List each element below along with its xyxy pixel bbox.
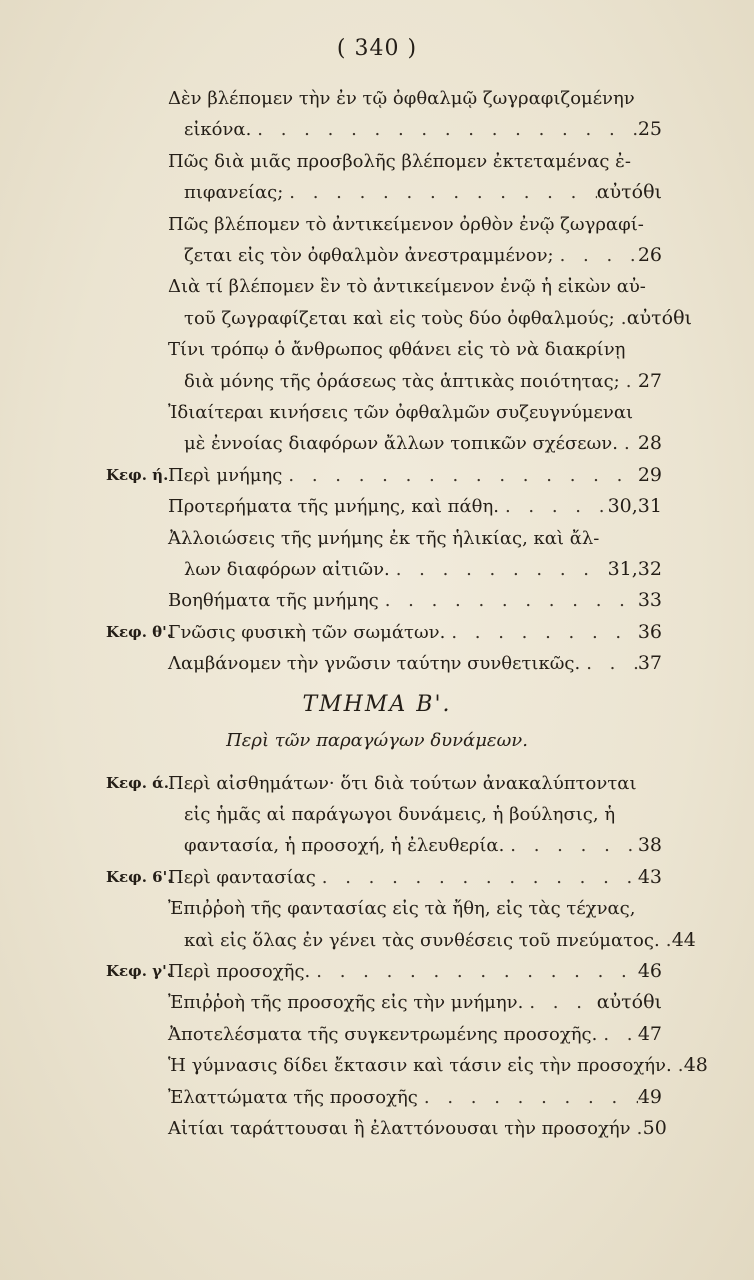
- toc-entry-line-last: [168, 491, 662, 522]
- toc-entry-text: Διὰ τί βλέπομεν ἓν τὸ ἀντικείμενον ἐνῷ ἡ εἰκὼν αὐ-: [168, 276, 646, 298]
- dot-leader: [390, 554, 608, 585]
- toc-entry-line-last: [168, 648, 662, 679]
- section-subtitle: Περὶ τῶν παραγώγων δυνάμεων.: [226, 729, 528, 751]
- toc-entry-line-last: [168, 1019, 662, 1050]
- chapter-label: Κεφ. γ'.: [106, 962, 172, 980]
- toc-page-number: 43: [637, 865, 662, 888]
- toc-entry-line-last: [184, 240, 662, 271]
- toc-entry-text: Λαμβάνομεν τὴν γνῶσιν ταύτην συνθετικῶς.: [168, 653, 581, 675]
- toc-entry-line: [184, 799, 662, 830]
- toc-entry-line-last: [184, 114, 662, 145]
- toc-entry-line-last: [184, 366, 662, 397]
- dot-leader: [620, 366, 638, 397]
- toc-entry-text: φαντασία, ἡ προσοχή, ἡ ἐλευθερία.: [184, 835, 505, 857]
- toc-entry-line-last: [184, 925, 696, 956]
- toc-page-number: 26: [637, 244, 662, 266]
- toc-page-number: 49: [637, 1085, 662, 1108]
- toc-entry-line-last: [168, 1113, 667, 1144]
- toc-page-number: 28: [637, 432, 662, 455]
- toc-entry-text: καὶ εἰς ὅλας ἐν γένει τὰς συνθέσεις τοῦ πνεύματος.: [184, 929, 660, 951]
- dot-leader: [283, 177, 596, 208]
- toc-entry-text: Ἰδιαίτεραι κινήσεις τῶν ὀφθαλμῶν συζευγνύμεναι: [168, 402, 634, 423]
- chapter-label: Κεφ. 6'.: [106, 867, 173, 886]
- dot-leader: [615, 303, 627, 334]
- toc-entry-line: [168, 893, 662, 924]
- page-number: ( 340 ): [336, 36, 418, 61]
- toc-entry-text: Ἀποτελέσματα τῆς συγκεντρωμένης προσοχῆς.: [168, 1023, 598, 1045]
- toc-page-number: 47: [637, 1022, 662, 1045]
- toc-entry-text: Περὶ αἰσθημάτων· ὅτι διὰ τούτων ἀνακαλύπτονται: [168, 772, 637, 794]
- toc-entry-text: Ἡ γύμνασις δίδει ἔκτασιν καὶ τάσιν εἰς τὴν προσοχήν.: [168, 1055, 672, 1077]
- section-title: ΤΜΗΜΑ Β'.: [302, 691, 452, 717]
- toc-entry-line-last: [168, 987, 662, 1018]
- chapter-label: Κεφ. θ'.: [106, 622, 172, 641]
- toc-page-number: 25: [637, 118, 662, 141]
- dot-leader: [445, 617, 637, 648]
- toc-entry-text: Τίνι τρόπῳ ὁ ἄνθρωπος φθάνει εἰς τὸ νὰ διακρίνῃ: [168, 339, 626, 361]
- dot-leader: [618, 428, 638, 459]
- toc-entry-line-last: [168, 617, 662, 648]
- toc-entry-line: [168, 83, 662, 114]
- toc-entry-line: [168, 146, 662, 177]
- toc-entry-line-last: [168, 1050, 708, 1081]
- toc-page-number: 31,32: [607, 558, 662, 580]
- toc-entry-line: [168, 397, 662, 428]
- dot-leader: [316, 862, 638, 893]
- toc-entry-text: λων διαφόρων αἰτιῶν.: [184, 559, 390, 580]
- toc-entry-text: Βοηθήματα τῆς μνήμης: [168, 590, 379, 612]
- toc-page-number: 27: [637, 369, 662, 392]
- toc-entry-text: Πῶς βλέπομεν τὸ ἀντικείμενον ὀρθὸν ἐνῷ ζωγραφί-: [168, 213, 644, 235]
- toc-entry-line: [168, 768, 662, 799]
- toc-page-number: 37: [637, 652, 662, 675]
- toc-entry-text: Ἐλαττώματα τῆς προσοχῆς: [168, 1086, 418, 1108]
- dot-leader: [580, 648, 638, 679]
- toc-entry-text: Προτερήματα τῆς μνήμης, καὶ πάθη.: [168, 496, 499, 518]
- dot-leader: [379, 585, 638, 616]
- toc-page-number: αὐτόθι: [626, 306, 692, 329]
- toc-entry-line: [168, 523, 662, 554]
- toc-page-number: αὐτόθι: [596, 181, 662, 204]
- toc-entry-line-last: [168, 460, 662, 491]
- toc-entry-text: εἰκόνα.: [184, 119, 252, 141]
- dot-leader: [597, 1019, 637, 1050]
- dot-leader: [523, 987, 596, 1018]
- toc-page-number: αὐτόθι: [596, 991, 662, 1014]
- toc-entry-text: Περὶ προσοχῆς.: [168, 961, 311, 982]
- toc-entry-text: Περὶ φαντασίας: [168, 866, 316, 888]
- toc-entry-text: Ἀλλοιώσεις τῆς μνήμης ἐκ τῆς ἡλικίας, καὶ ἄλ-: [168, 527, 600, 549]
- toc-entry-line-last: [168, 585, 662, 616]
- toc-entry-text: Αἰτίαι ταράττουσαι ἢ ἐλαττόνουσαι τὴν προσοχήν: [168, 1118, 631, 1139]
- toc-page-number: 30,31: [607, 495, 662, 518]
- toc-entry-text: διὰ μόνης τῆς ὁράσεως τὰς ἁπτικὰς ποιότητας;: [184, 370, 620, 392]
- toc-entry-line-last: [184, 177, 662, 208]
- toc-entry-line-last: [168, 862, 662, 893]
- toc-page-number: 36: [637, 620, 662, 643]
- toc-entry-text: Περὶ μνήμης: [168, 464, 283, 486]
- toc-entry-line: [168, 209, 662, 240]
- toc-entry-text: Δὲν βλέπομεν τὴν ἐν τῷ ὀφθαλμῷ ζωγραφιζομένην: [168, 88, 635, 109]
- toc-entry-text: Πῶς διὰ μιᾶς προσβολῆς βλέπομεν ἐκτεταμένας ἐ-: [168, 150, 631, 172]
- toc-entry-line-last: [184, 830, 662, 861]
- dot-leader: [660, 925, 672, 956]
- toc-page-number: 46: [637, 960, 662, 982]
- chapter-label: Κεφ. ά.: [106, 773, 169, 792]
- dot-leader: [631, 1113, 643, 1144]
- toc-page-number: 38: [637, 834, 662, 857]
- dot-leader: [554, 240, 638, 271]
- dot-leader: [499, 491, 608, 522]
- toc-entry-text: τοῦ ζωγραφίζεται καὶ εἰς τοὺς δύο ὀφθαλμούς;: [184, 307, 615, 329]
- toc-entry-text: ζεται εἰς τὸν ὀφθαλμὸν ἀνεστραμμένον;: [184, 245, 554, 266]
- toc-page-number: 44: [671, 928, 696, 951]
- toc-page-number: 33: [637, 589, 662, 612]
- toc-page-number: 48: [683, 1054, 708, 1077]
- dot-leader: [504, 830, 638, 861]
- dot-leader: [310, 956, 638, 987]
- toc-entry-line-last: [184, 303, 692, 334]
- toc-entry-text: Ἐπιῤῥοὴ τῆς φαντασίας εἰς τὰ ἤθη, εἰς τὰς τέχνας,: [168, 898, 636, 920]
- toc-entry-text: εἰς ἡμᾶς αἱ παράγωγοι δυνάμεις, ἡ βούλησις, ἡ: [184, 804, 616, 825]
- toc-entry-line-last: [184, 554, 662, 585]
- dot-leader: [418, 1082, 638, 1113]
- toc-entry-line: [168, 334, 662, 365]
- dot-leader: [251, 114, 638, 145]
- toc-entry-text: Ἐπιῤῥοὴ τῆς προσοχῆς εἰς τὴν μνήμην.: [168, 992, 524, 1014]
- dot-leader: [282, 460, 637, 491]
- toc-entry-text: Γνῶσις φυσικὴ τῶν σωμάτων.: [168, 621, 446, 643]
- toc-page-number: 50: [642, 1117, 667, 1139]
- toc-entry-line-last: [168, 1082, 662, 1113]
- dot-leader: [672, 1050, 684, 1081]
- toc-entry-line-last: [168, 956, 662, 987]
- toc-page-number: 29: [637, 463, 662, 486]
- toc-entry-line: [168, 271, 662, 302]
- toc-entry-line-last: [184, 428, 662, 459]
- toc-entry-text: πιφανείας;: [184, 182, 284, 204]
- chapter-label: Κεφ. ή.: [106, 465, 169, 484]
- toc-entry-text: μὲ ἐννοίας διαφόρων ἄλλων τοπικῶν σχέσεων.: [184, 433, 618, 455]
